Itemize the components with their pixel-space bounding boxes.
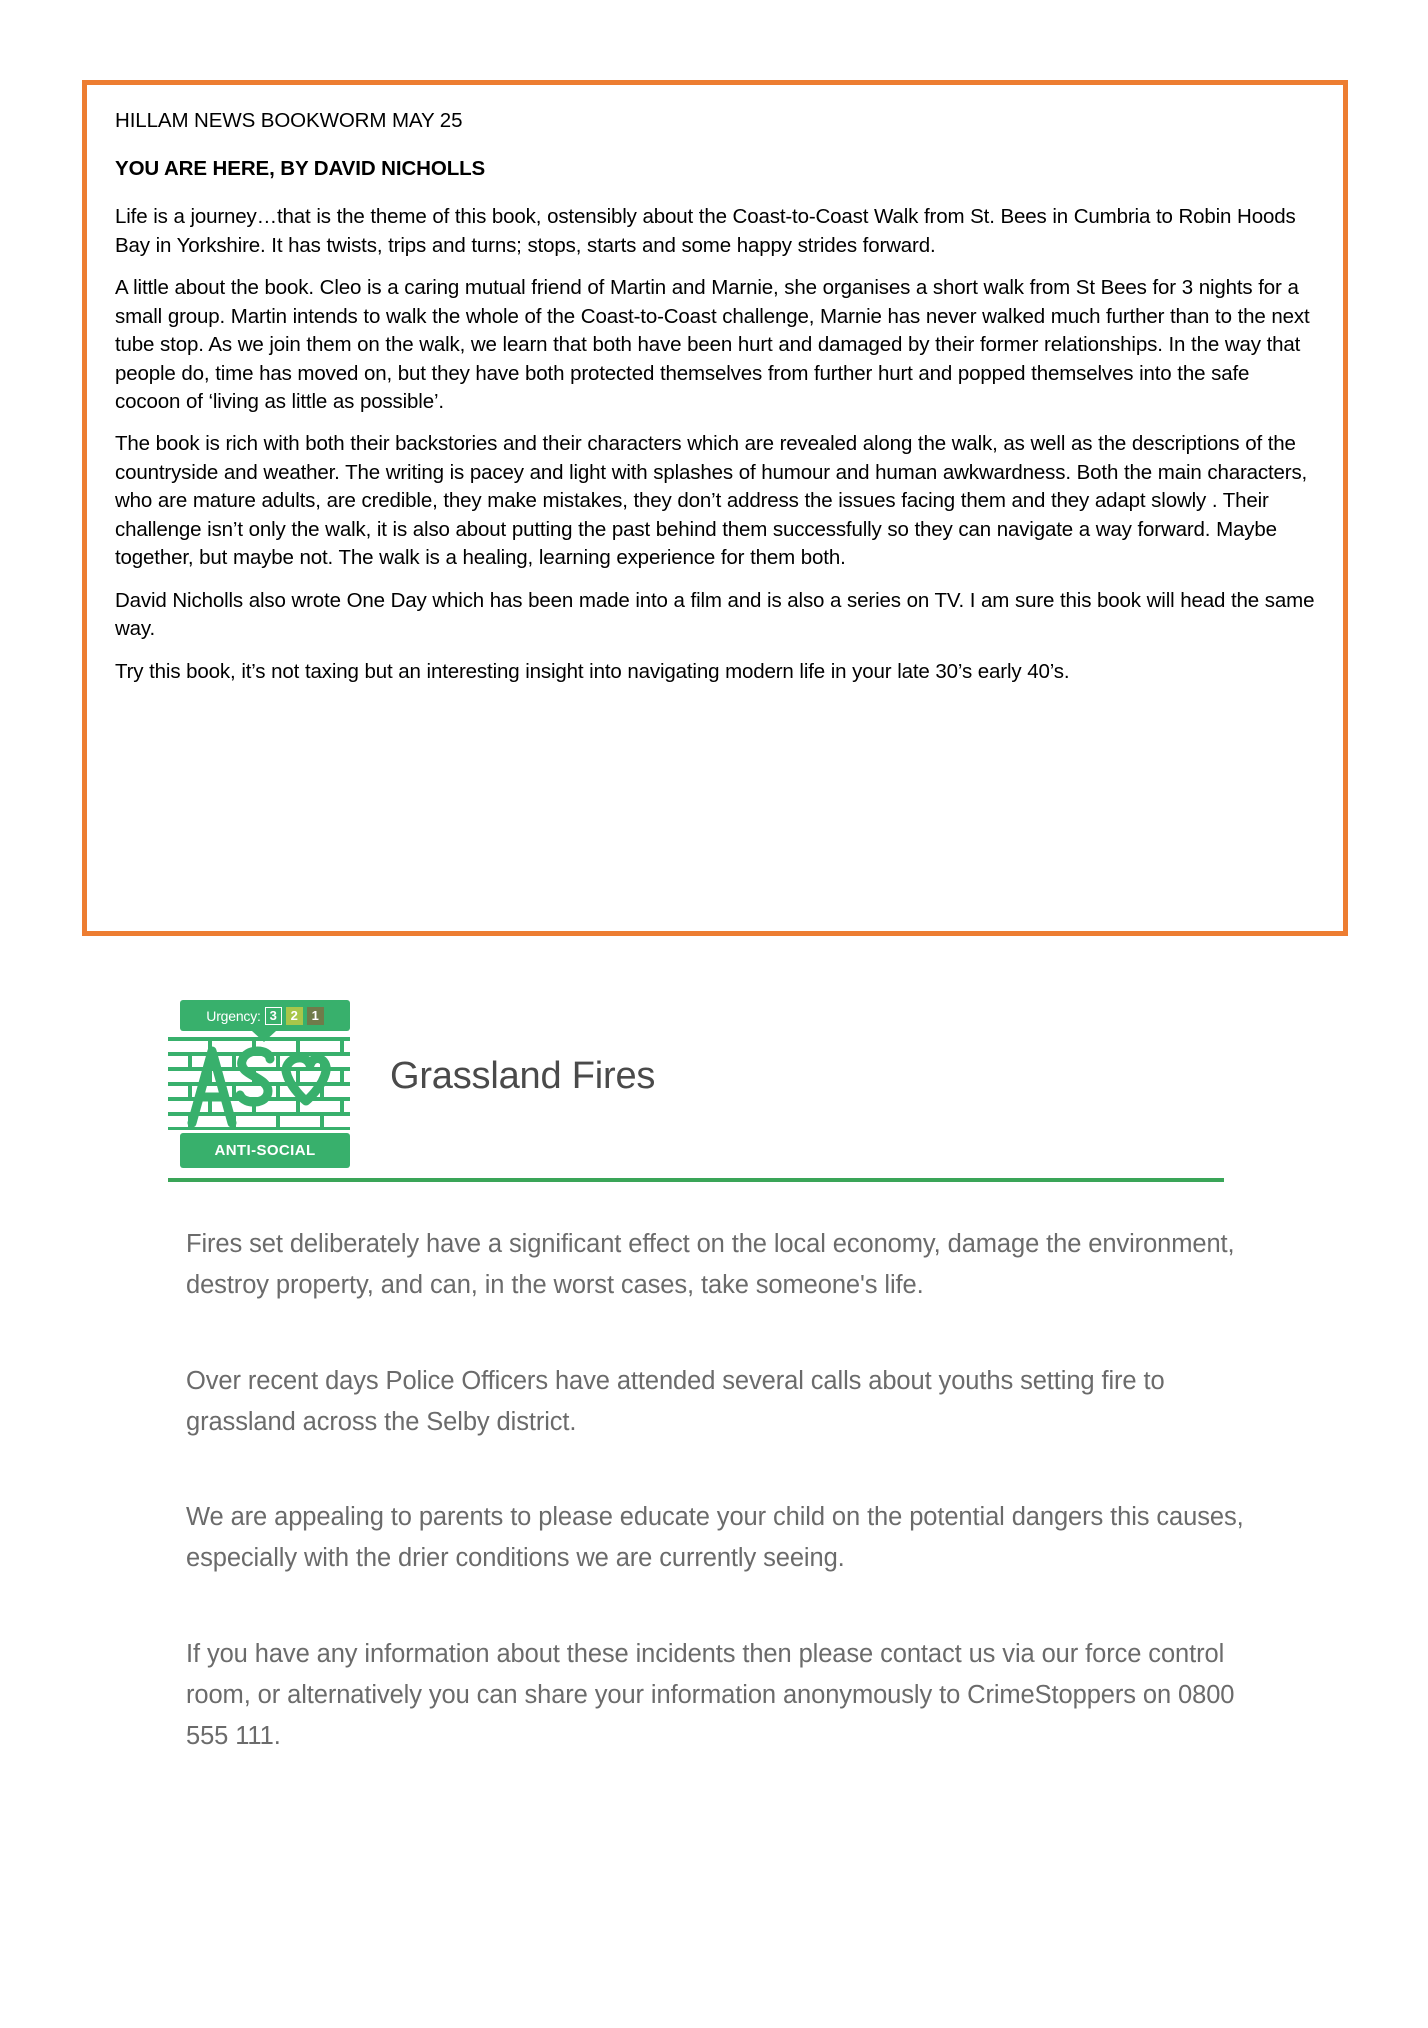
notice-title: Grassland Fires [390,1055,656,1097]
anti-social-behaviour-badge-icon [168,1000,350,1168]
urgency-indicator [180,1000,350,1031]
urgency-level-1: 1 [307,1007,324,1025]
notice-body [186,1182,1246,1758]
newsletter-title: YOU ARE HERE, BY DAVID NICHOLLS [115,157,486,181]
urgency-level-2: 2 [286,1007,303,1025]
newsletter-paragraph-1: Life is a journey…that is the theme of this book, ostensibly about the Coast-to-Coast Walk from St. Bees in Cumbria to Robin Hoods Bay in Yorkshire. It has twists, trips and turns; stops, starts and some happy strides forward. [115,205,1296,257]
notice-paragraph-3: We are appealing to parents to please educate your child on the potential dangers this causes, especially with the drier conditions we are currently seeing. [186,1503,1244,1573]
newsletter-paragraph-5: Try this book, it’s not taxing but an interesting insight into navigating modern life in your late 30’s early 40’s. [115,659,1070,683]
notice-header [168,1000,1428,1178]
newsletter-kicker: HILLAM NEWS BOOKWORM MAY 25 [115,109,463,132]
notice-paragraph-4: If you have any information about these incidents then please contact us via our force control room, or alternatively you can share your information anonymously to CrimeStoppers on 0800 555 111. [186,1639,1235,1751]
notice-paragraph-2: Over recent days Police Officers have attended several calls about youths setting fire to grassland across the Selby district. [186,1366,1165,1436]
newsletter-paragraph-4: David Nicholls also wrote One Day which has been made into a film and is also a series on TV. I am sure this book will head the same way. [115,588,1315,641]
notice-paragraph-1: Fires set deliberately have a significant effect on the local economy, damage the environment, destroy property, and can, in the worst cases, take someone's life. [186,1230,1235,1300]
bookworm-newsletter-panel [82,80,1348,936]
urgency-label: Urgency: [206,1007,261,1024]
newsletter-paragraph-2: A little about the book. Cleo is a caring mutual friend of Martin and Marnie, she organises a short walk from St Bees for 3 nights for a small group. Martin intends to walk the whole of the Coast-to-Coast challenge, Marnie has never walked much further than to the next tube stop. As we join them on the walk, we learn that both have been hurt and damaged by their former relationships. In the way that people do, time has moved on, but they have both protected themselves from further hurt and popped themselves into the safe cocoon of ‘living as little as possible’. [115,276,1310,413]
brick-wall-icon [168,1037,350,1130]
urgency-level-3: 3 [265,1007,282,1025]
category-banner [180,1133,350,1168]
newsletter-content [107,107,1323,686]
urgency-pointer-icon [252,1031,276,1042]
police-notice-block [0,1000,1428,1758]
asb-graffiti-icon [182,1041,332,1127]
newsletter-paragraph-3: The book is rich with both their backstories and their characters which are revealed along the walk, as well as the descriptions of the countryside and weather. The writing is pacey and light with splashes of humour and human awkwardness. Both the main characters, who are mature adults, are credible, they make mistakes, they don’t address the issues facing them and they adapt slowly . Their challenge isn’t only the walk, it is also about putting the past behind them successfully so they can navigate a way forward. Maybe together, but maybe not. The walk is a healing, learning experience for them both. [115,432,1308,570]
category-label: ANTI-SOCIAL [214,1142,316,1159]
